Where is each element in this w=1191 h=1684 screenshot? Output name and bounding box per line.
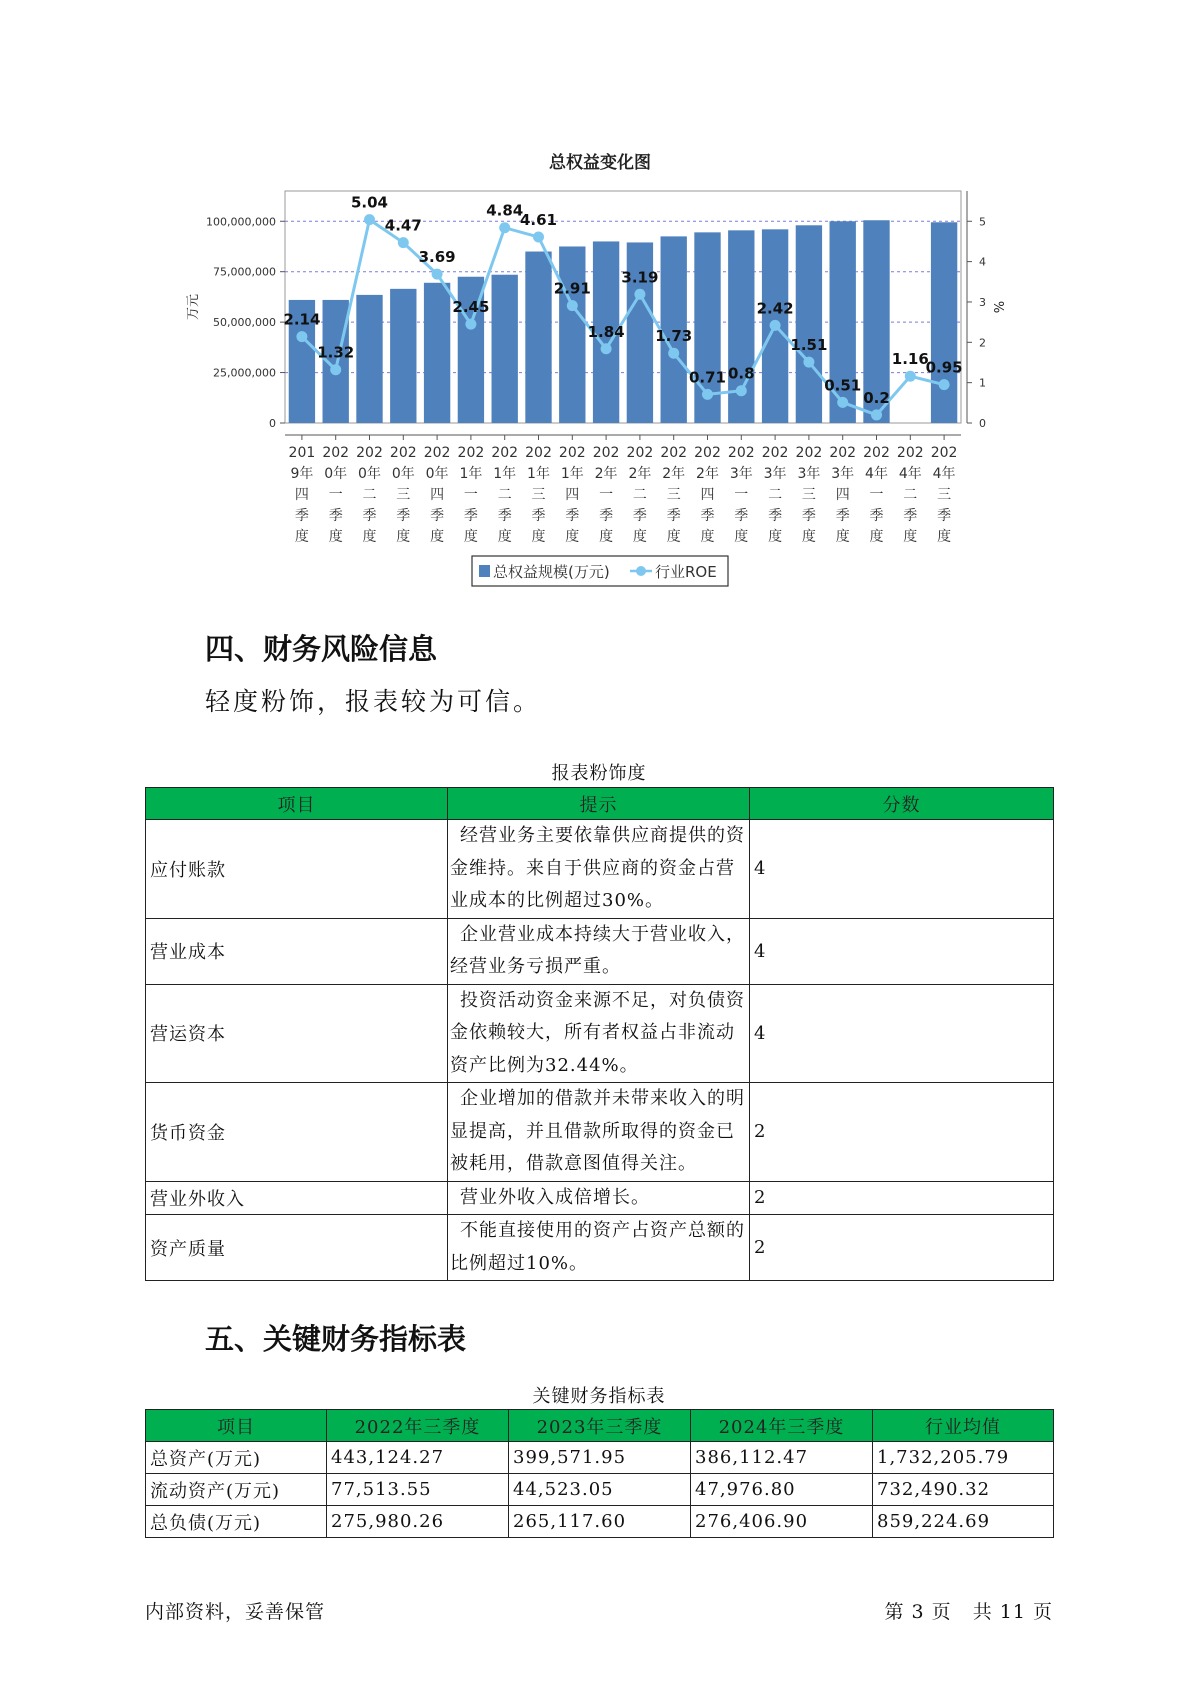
row-score: 2 bbox=[750, 1083, 1054, 1182]
left-axis bbox=[206, 215, 285, 430]
header-2022q3: 2022年三季度 bbox=[327, 1410, 509, 1442]
bar bbox=[525, 252, 551, 423]
legend-line-label: 行业ROE bbox=[655, 563, 717, 581]
risk-summary: 轻度粉饰，报表较为可信。 bbox=[205, 687, 542, 716]
left-tick-label: 0 bbox=[269, 417, 276, 430]
roe-data-label: 3.19 bbox=[621, 268, 659, 287]
x-tick-label: 202 4年一季度 bbox=[863, 445, 890, 545]
legend-line-marker bbox=[636, 566, 646, 576]
row-value: 386,112.47 bbox=[691, 1442, 873, 1474]
left-tick-label: 50,000,000 bbox=[213, 316, 276, 330]
row-value: 276,406.90 bbox=[691, 1506, 873, 1538]
header-score: 分数 bbox=[750, 788, 1054, 820]
right-tick-label: 1 bbox=[979, 376, 986, 390]
row-score: 2 bbox=[750, 1215, 1054, 1281]
roe-data-label: 1.16 bbox=[891, 350, 929, 369]
row-item: 营业外收入 bbox=[146, 1181, 448, 1215]
row-item: 营运资本 bbox=[146, 984, 448, 1083]
roe-data-label: 0.71 bbox=[688, 368, 727, 387]
roe-point bbox=[871, 409, 882, 420]
roe-point bbox=[803, 357, 814, 368]
roe-data-label: 1.84 bbox=[587, 322, 625, 341]
roe-data-label: 2.45 bbox=[452, 298, 490, 317]
x-tick-label: 202 0年二季度 bbox=[356, 445, 383, 545]
bar bbox=[796, 225, 822, 423]
roe-point bbox=[736, 385, 747, 396]
legend bbox=[472, 556, 728, 586]
table-row bbox=[146, 1506, 1054, 1538]
roe-point bbox=[668, 348, 679, 359]
x-tick-label: 202 4年二季度 bbox=[896, 445, 924, 545]
table-header-row bbox=[146, 1410, 1054, 1442]
roe-point bbox=[634, 289, 645, 300]
bar bbox=[559, 246, 585, 423]
header-2023q3: 2023年三季度 bbox=[509, 1410, 691, 1442]
row-value: 265,117.60 bbox=[509, 1506, 691, 1538]
roe-point bbox=[601, 343, 612, 354]
row-tip: 不能直接使用的资产占资产总额的比例超过10%。 bbox=[448, 1215, 750, 1281]
row-score: 4 bbox=[750, 984, 1054, 1083]
x-tick-label: 202 1年四季度 bbox=[558, 445, 586, 545]
x-tick-label: 202 3年二季度 bbox=[761, 445, 789, 545]
roe-point bbox=[770, 320, 781, 331]
roe-point bbox=[837, 397, 848, 408]
section4-heading: 四、财务风险信息 bbox=[205, 632, 438, 666]
right-axis-label: % bbox=[990, 300, 1005, 314]
risk-table bbox=[145, 787, 1054, 1281]
header-tip: 提示 bbox=[448, 788, 750, 820]
right-tick-label: 4 bbox=[979, 255, 986, 269]
table-row bbox=[146, 1083, 1054, 1182]
left-tick-label: 100,000,000 bbox=[206, 215, 276, 229]
row-value: 1,732,205.79 bbox=[873, 1442, 1054, 1474]
roe-point bbox=[939, 379, 950, 390]
left-tick-label: 25,000,000 bbox=[213, 366, 276, 380]
row-value: 275,980.26 bbox=[327, 1506, 509, 1538]
table-row bbox=[146, 918, 1054, 984]
roe-data-label: 1.73 bbox=[655, 327, 693, 346]
roe-data-label: 0.51 bbox=[824, 376, 862, 395]
row-tip: 经营业务主要依靠供应商提供的资金维持。来自于供应商的资金占营业成本的比例超过30%。 bbox=[448, 820, 750, 919]
roe-point bbox=[465, 319, 476, 330]
bar bbox=[390, 289, 416, 423]
roe-point bbox=[398, 237, 409, 248]
row-score: 4 bbox=[750, 918, 1054, 984]
row-tip: 企业营业成本持续大于营业收入，经营业务亏损严重。 bbox=[448, 918, 750, 984]
chart-title: 总权益变化图 bbox=[549, 153, 651, 173]
bar bbox=[492, 275, 518, 423]
legend-bar-label: 总权益规模(万元) bbox=[493, 563, 610, 581]
x-tick-label: 202 0年四季度 bbox=[423, 445, 451, 545]
table-header-row bbox=[146, 788, 1054, 820]
roe-data-label: 4.61 bbox=[519, 210, 558, 229]
left-tick-label: 75,000,000 bbox=[213, 265, 276, 279]
row-item: 营业成本 bbox=[146, 918, 448, 984]
roe-data-label: 0.8 bbox=[728, 364, 755, 383]
roe-point bbox=[432, 269, 443, 280]
bar bbox=[356, 295, 382, 423]
key-financial-indicators-table bbox=[145, 1409, 1054, 1538]
roe-point bbox=[567, 300, 578, 311]
kfi-table-caption: 关键财务指标表 bbox=[532, 1386, 666, 1407]
x-axis bbox=[285, 435, 961, 545]
table-row bbox=[146, 1474, 1054, 1506]
right-tick-label: 3 bbox=[979, 295, 986, 309]
right-axis bbox=[967, 191, 986, 430]
x-tick-label: 202 0年三季度 bbox=[389, 445, 417, 545]
section5-heading: 五、关键财务指标表 bbox=[205, 1322, 467, 1356]
roe-data-label: 4.84 bbox=[486, 201, 524, 220]
row-item: 资产质量 bbox=[146, 1215, 448, 1281]
risk-table-caption: 报表粉饰度 bbox=[551, 763, 647, 784]
row-item: 货币资金 bbox=[146, 1083, 448, 1182]
row-item: 总负债(万元) bbox=[146, 1506, 327, 1538]
footer-confidential: 内部资料，妥善保管 bbox=[145, 1601, 326, 1623]
bar bbox=[424, 283, 450, 423]
row-value: 732,490.32 bbox=[873, 1474, 1054, 1506]
roe-data-label: 2.91 bbox=[553, 279, 591, 298]
roe-data-label: 1.51 bbox=[790, 336, 828, 355]
table-row bbox=[146, 820, 1054, 919]
row-value: 44,523.05 bbox=[509, 1474, 691, 1506]
right-tick-label: 2 bbox=[979, 336, 986, 350]
right-tick-label: 5 bbox=[979, 215, 986, 229]
roe-point bbox=[364, 214, 375, 225]
roe-point bbox=[296, 331, 307, 342]
roe-point bbox=[905, 371, 916, 382]
table-row bbox=[146, 1215, 1054, 1281]
roe-data-label: 2.14 bbox=[283, 310, 321, 329]
roe-data-label: 0.95 bbox=[925, 358, 963, 377]
row-score: 2 bbox=[750, 1181, 1054, 1215]
roe-data-label: 5.04 bbox=[350, 193, 389, 212]
row-item: 流动资产(万元) bbox=[146, 1474, 327, 1506]
roe-point bbox=[499, 222, 510, 233]
x-tick-label: 202 2年三季度 bbox=[660, 445, 688, 545]
row-value: 443,124.27 bbox=[327, 1442, 509, 1474]
total-equity-chart bbox=[0, 0, 1191, 600]
x-tick-label: 202 1年一季度 bbox=[457, 445, 485, 545]
x-tick-label: 202 0年一季度 bbox=[322, 445, 350, 545]
table-row bbox=[146, 1442, 1054, 1474]
roe-data-label: 4.47 bbox=[384, 216, 422, 235]
header-2024q3: 2024年三季度 bbox=[691, 1410, 873, 1442]
row-item: 总资产(万元) bbox=[146, 1442, 327, 1474]
header-item: 项目 bbox=[146, 788, 448, 820]
roe-point bbox=[533, 231, 544, 242]
header-item: 项目 bbox=[146, 1410, 327, 1442]
left-axis-label: 万元 bbox=[186, 293, 201, 321]
roe-data-label: 1.32 bbox=[317, 343, 355, 362]
header-industry-avg: 行业均值 bbox=[873, 1410, 1054, 1442]
right-tick-label: 0 bbox=[979, 417, 986, 430]
row-tip: 投资活动资金来源不足，对负债资金依赖较大，所有者权益占非流动资产比例为32.44%。 bbox=[448, 984, 750, 1083]
x-tick-label: 202 2年一季度 bbox=[592, 445, 620, 545]
x-tick-label: 202 1年三季度 bbox=[525, 445, 552, 545]
row-item: 应付账款 bbox=[146, 820, 448, 919]
x-tick-label: 202 3年三季度 bbox=[795, 445, 823, 545]
table-row bbox=[146, 1181, 1054, 1215]
x-tick-label: 202 2年四季度 bbox=[694, 445, 721, 545]
roe-data-label: 0.2 bbox=[863, 388, 890, 407]
footer-page-number: 第 3 页 共 11 页 bbox=[884, 1601, 1053, 1623]
roe-point bbox=[702, 389, 713, 400]
roe-point bbox=[330, 364, 341, 375]
legend-bar-swatch bbox=[479, 565, 490, 577]
x-tick-label: 202 3年一季度 bbox=[727, 445, 755, 545]
row-tip: 营业外收入成倍增长。 bbox=[448, 1181, 750, 1215]
x-tick-label: 202 2年二季度 bbox=[626, 445, 654, 545]
roe-data-label: 3.69 bbox=[418, 248, 456, 267]
x-tick-label: 202 4年三季度 bbox=[930, 445, 958, 545]
table-row bbox=[146, 984, 1054, 1083]
roe-data-label: 2.42 bbox=[756, 299, 794, 318]
row-score: 4 bbox=[750, 820, 1054, 919]
row-value: 77,513.55 bbox=[327, 1474, 509, 1506]
x-tick-label: 202 1年二季度 bbox=[491, 445, 519, 545]
row-tip: 企业增加的借款并未带来收入的明显提高，并且借款所取得的资金已被耗用，借款意图值得关注。 bbox=[448, 1083, 750, 1182]
x-tick-label: 202 3年四季度 bbox=[829, 445, 857, 545]
row-value: 859,224.69 bbox=[873, 1506, 1054, 1538]
bar bbox=[931, 222, 957, 423]
row-value: 47,976.80 bbox=[691, 1474, 873, 1506]
x-tick-label: 201 9年四季度 bbox=[288, 445, 316, 545]
row-value: 399,571.95 bbox=[509, 1442, 691, 1474]
